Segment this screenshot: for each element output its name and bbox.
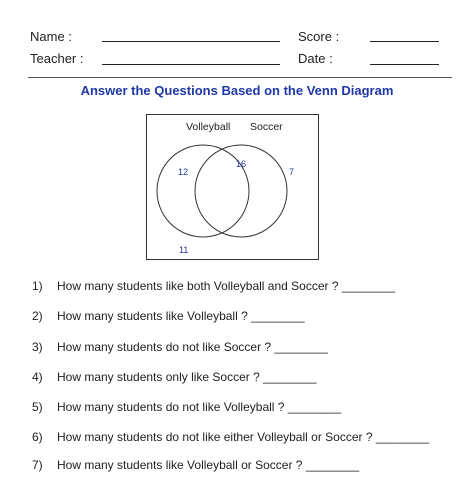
teacher-field-line[interactable] [102, 64, 280, 65]
question-3: 3) How many students do not like Soccer ? ________ [32, 340, 328, 354]
page-title: Answer the Questions Based on the Venn Diagram [80, 83, 394, 98]
question-2: 2) How many students like Volleyball ? ________ [32, 309, 305, 323]
question-1: 1) How many students like both Volleyball and Soccer ? ________ [32, 279, 396, 293]
name-field-line[interactable] [102, 41, 280, 42]
universal-set-box [147, 115, 319, 260]
question-6: 6) How many students do not like either Volleyball or Soccer ? ________ [32, 430, 430, 444]
neither-count: 11 [179, 245, 189, 255]
volleyball-label: Volleyball [186, 121, 231, 133]
question-5: 5) How many students do not like Volleyball ? ________ [32, 400, 342, 414]
score-field-line[interactable] [370, 41, 439, 42]
name-label: Name : [30, 29, 72, 44]
volleyball-only-count: 12 [178, 167, 189, 177]
question-4: 4) How many students only like Soccer ? ________ [32, 370, 317, 384]
teacher-label: Teacher : [30, 51, 84, 66]
header-divider [28, 77, 452, 78]
soccer-label: Soccer [250, 121, 283, 133]
question-7: 7) How many students like Volleyball or Soccer ? ________ [32, 458, 360, 472]
soccer-only-count: 7 [289, 167, 295, 177]
date-label: Date : [298, 51, 333, 66]
date-field-line[interactable] [370, 64, 439, 65]
venn-diagram [146, 114, 321, 262]
score-label: Score : [298, 29, 340, 44]
both-count: 16 [236, 159, 247, 169]
